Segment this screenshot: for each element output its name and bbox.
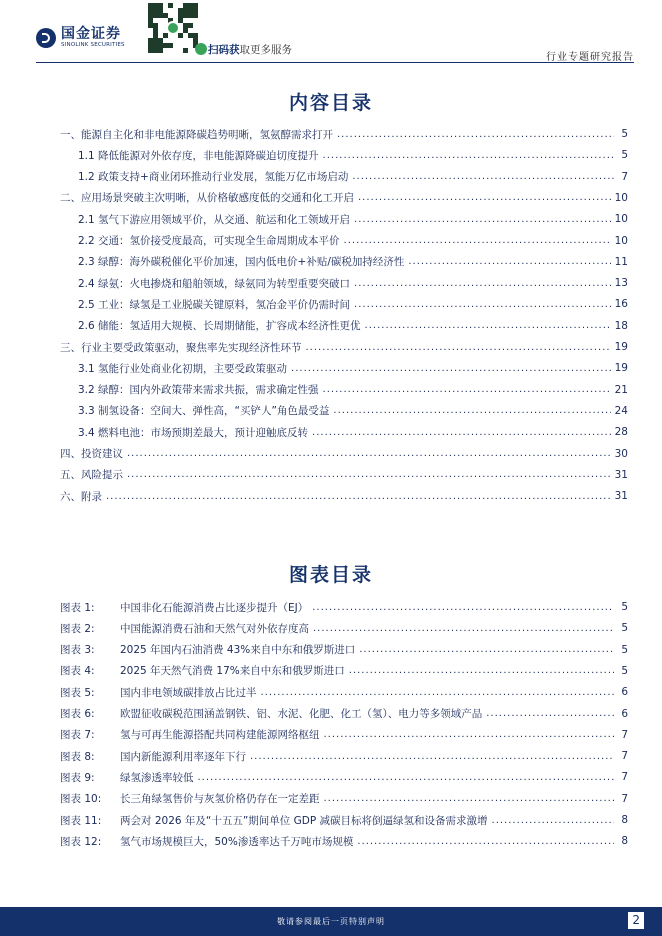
dot-leader — [365, 320, 611, 331]
figure-entry-page: 7 — [621, 771, 628, 784]
dot-leader — [357, 836, 614, 847]
logo-chinese-name: 国金证券 — [61, 26, 121, 42]
toc-entry-title: 1.2 政策支持+商业闭环推动行业发展，氢能万亿市场启动 — [78, 171, 349, 184]
dot-leader — [323, 384, 611, 395]
dot-leader — [358, 192, 611, 203]
toc-entry-page: 21 — [614, 383, 628, 396]
toc-entry[interactable] — [60, 465, 628, 485]
figure-entry[interactable] — [60, 682, 628, 702]
toc-entry[interactable] — [60, 486, 628, 506]
dot-leader — [291, 363, 611, 374]
dot-leader — [408, 256, 610, 267]
toc-entry-page: 13 — [614, 277, 628, 290]
toc-entry-title: 2.6 储能：氢适用大规模、长周期储能，扩容成本经济性更优 — [78, 320, 361, 333]
page-footer — [0, 907, 662, 936]
figure-entry-page: 8 — [621, 814, 628, 826]
figure-entry-label: 图表 2: — [60, 622, 95, 635]
figure-entry[interactable] — [60, 725, 628, 745]
toc-entry-title: 三、行业主要受政策驱动，聚焦率先实现经济性环节 — [60, 341, 302, 354]
figures-title: 图表目录 — [288, 564, 373, 586]
qr-code-icon[interactable] — [148, 3, 198, 53]
scan-prompt-rest: 取更多服务 — [239, 44, 292, 56]
dot-leader — [198, 772, 615, 783]
toc-entry-page: 5 — [621, 128, 628, 140]
toc-entry[interactable] — [78, 422, 628, 442]
toc-entry-page: 19 — [614, 341, 628, 353]
figure-entry-label: 图表 4: — [60, 665, 95, 678]
logo-mark-icon — [36, 28, 56, 48]
wechat-badge-icon — [195, 43, 207, 55]
toc-entry-page: 16 — [614, 298, 628, 311]
toc-entry-title: 六、附录 — [60, 490, 102, 503]
company-logo — [36, 27, 125, 49]
footer-disclaimer: 敬请参阅最后一页特别声明 — [277, 917, 385, 926]
toc-entry[interactable] — [60, 337, 628, 357]
dot-leader — [312, 602, 614, 613]
figure-entry-page: 6 — [621, 686, 628, 699]
figure-entry-title: 绿氢渗透率较低 — [120, 771, 194, 784]
figure-entry-title: 欧盟征收碳税范围涵盖钢铁、铝、水泥、化肥、化工（氢）、电力等多领域产品 — [120, 708, 483, 720]
toc-entry[interactable] — [78, 145, 628, 165]
toc-entry[interactable] — [78, 401, 628, 421]
dot-leader — [337, 129, 614, 140]
figure-entry-title: 2025 年天然气消费 17%来自中东和俄罗斯进口 — [120, 665, 345, 678]
toc-entry[interactable] — [78, 316, 628, 336]
dot-leader — [333, 405, 610, 416]
figure-entry-page: 6 — [621, 707, 628, 720]
figure-entry[interactable] — [60, 704, 628, 724]
dot-leader — [359, 644, 614, 655]
toc-entry-page: 5 — [621, 149, 628, 162]
toc-entry-page: 30 — [614, 447, 628, 460]
dot-leader — [352, 171, 614, 182]
toc-entry-title: 1.1 降低能源对外依存度，非电能源降碳迫切度提升 — [78, 149, 319, 162]
figure-entry-title: 长三角绿氢售价与灰氢价格仍存在一定差距 — [120, 793, 320, 806]
dot-leader — [324, 729, 615, 740]
figure-entry[interactable] — [60, 640, 628, 660]
figure-entry[interactable] — [60, 789, 628, 809]
toc-entry-title: 二、应用场景突破主次明晰，从价格敏感度低的交通和化工开启 — [60, 192, 354, 205]
toc-entry[interactable] — [78, 358, 628, 378]
figure-entry-page: 7 — [621, 792, 628, 805]
figure-entry-page: 8 — [621, 835, 628, 848]
page-header — [0, 0, 662, 64]
figure-entry-title: 国内非电领域碳排放占比过半 — [120, 686, 257, 699]
figure-entry[interactable] — [60, 618, 628, 638]
page-number: 2 — [628, 912, 644, 929]
toc-entry-page: 11 — [614, 255, 628, 268]
toc-entry-page: 7 — [621, 170, 628, 183]
toc-entry-title: 2.2 交通：氢价接受度最高，可实现全生命周期成本平价 — [78, 235, 340, 247]
toc-entry-title: 3.3 制氢设备：空间大、弹性高，“买铲人”角色最受益 — [78, 405, 330, 418]
toc-entry-page: 31 — [614, 468, 628, 481]
scan-prompt — [208, 42, 292, 57]
toc-entry-title: 五、风险提示 — [60, 469, 123, 482]
toc-entry-page: 10 — [614, 234, 628, 247]
toc-entry[interactable] — [78, 252, 628, 272]
figure-entry-label: 图表 8: — [60, 750, 95, 763]
toc-entry[interactable] — [60, 188, 628, 208]
dot-leader — [492, 815, 614, 826]
toc-entry-page: 19 — [614, 362, 628, 375]
dot-leader — [324, 793, 615, 804]
figure-entry[interactable] — [60, 661, 628, 681]
figure-entry-label: 图表 5: — [60, 686, 95, 699]
figure-entry-label: 图表 11: — [60, 814, 102, 827]
toc-entry-title: 2.5 工业：绿氢是工业脱碳关键原料，氢冶金平价仍需时间 — [78, 298, 351, 311]
figure-entry-label: 图表 7: — [60, 729, 95, 742]
figure-entry-page: 7 — [621, 728, 628, 741]
toc-entry-title: 2.3 绿醇：海外碳税催化平价加速，国内低电价+补贴/碳税加持经济性 — [78, 256, 405, 269]
toc-entry[interactable] — [60, 124, 628, 144]
toc-entry-title: 3.2 绿醇：国内外政策带来需求共振，需求确定性强 — [78, 384, 319, 397]
toc-entry-title: 一、能源自主化和非电能源降碳趋势明晰，氢氨醇需求打开 — [60, 128, 333, 141]
toc-entry-title: 3.4 燃料电池：市场预期差最大，预计迎触底反转 — [78, 426, 309, 439]
dot-leader — [127, 448, 611, 459]
dot-leader — [127, 469, 611, 480]
toc-entry-page: 31 — [614, 490, 628, 503]
dot-leader — [313, 623, 614, 634]
figure-entry-label: 图表 10: — [60, 793, 102, 806]
figure-entry-title: 氢与可再生能源搭配共同构建能源网络枢纽 — [120, 729, 320, 742]
figure-entry-title: 氢气市场规模巨大，50%渗透率达千万吨市场规模 — [120, 835, 354, 848]
figure-entry-page: 7 — [621, 750, 628, 763]
figure-entry-label: 图表 6: — [60, 708, 95, 720]
toc-entry-title: 2.1 氢气下游应用领域平价，从交通、航运和化工领域开启 — [78, 213, 351, 226]
toc-title: 内容目录 — [288, 92, 373, 114]
figure-entry-label: 图表 9: — [60, 771, 95, 784]
toc-entry-title: 2.4 绿氨：火电掺烧和船舶领域，绿氨同为转型重要突破口 — [78, 277, 351, 290]
toc-entry-page: 28 — [614, 426, 628, 439]
dot-leader — [349, 665, 614, 676]
toc-entry[interactable] — [78, 294, 628, 314]
figure-entry-title: 两会对 2026 年及“十五五”期间单位 GDP 减碳目标将倒逼绿氢和设备需求激增 — [120, 814, 488, 827]
dot-leader — [306, 342, 611, 353]
toc-entry[interactable] — [78, 273, 628, 293]
figure-entry[interactable] — [60, 746, 628, 766]
header-divider — [36, 62, 634, 63]
toc-entry[interactable] — [78, 231, 628, 251]
figure-entry-title: 2025 年国内石油消费 43%来自中东和俄罗斯进口 — [120, 644, 356, 657]
dot-leader — [323, 150, 614, 161]
figure-entry[interactable] — [60, 767, 628, 787]
toc-entry-page: 24 — [614, 404, 628, 417]
dot-leader — [344, 235, 611, 246]
figure-entry-page: 5 — [621, 664, 628, 677]
document-type: 行业专题研究报告 — [546, 52, 634, 63]
dot-leader — [250, 751, 614, 762]
figure-entry-label: 图表 1: — [60, 601, 95, 614]
toc-entry[interactable] — [60, 444, 628, 464]
figure-entry[interactable] — [60, 597, 628, 617]
dot-leader — [354, 278, 611, 289]
figure-entry[interactable] — [60, 831, 628, 851]
figure-entry-title: 国内新能源利用率逐年下行 — [120, 750, 246, 763]
logo-english-name: SINOLINK SECURITIES — [61, 42, 125, 48]
toc-entry-page: 10 — [614, 191, 628, 204]
figure-entry-page: 5 — [621, 643, 628, 656]
figure-entry-label: 图表 12: — [60, 835, 102, 848]
dot-leader — [354, 214, 611, 225]
toc-entry-title: 3.1 氢能行业处商业化初期，主要受政策驱动 — [78, 362, 288, 375]
toc-entry[interactable] — [78, 167, 628, 187]
dot-leader — [106, 491, 611, 502]
figure-entry-title: 中国能源消费石油和天然气对外依存度高 — [120, 622, 309, 635]
toc-entry[interactable] — [78, 209, 628, 229]
dot-leader — [312, 427, 611, 438]
toc-entry[interactable] — [78, 380, 628, 400]
figure-entry-page: 5 — [621, 622, 628, 635]
scan-prompt-bold: 扫码获 — [208, 44, 240, 56]
figure-entry[interactable] — [60, 810, 628, 830]
toc-entry-page: 18 — [614, 319, 628, 332]
figure-entry-title: 中国非化石能源消费占比逐步提升（EJ） — [120, 601, 309, 614]
dot-leader — [261, 687, 615, 698]
toc-entry-title: 四、投资建议 — [60, 448, 123, 460]
dot-leader — [486, 708, 614, 719]
dot-leader — [354, 299, 611, 310]
figure-entry-label: 图表 3: — [60, 644, 95, 657]
figure-entry-page: 5 — [621, 601, 628, 613]
toc-entry-page: 10 — [614, 213, 628, 226]
